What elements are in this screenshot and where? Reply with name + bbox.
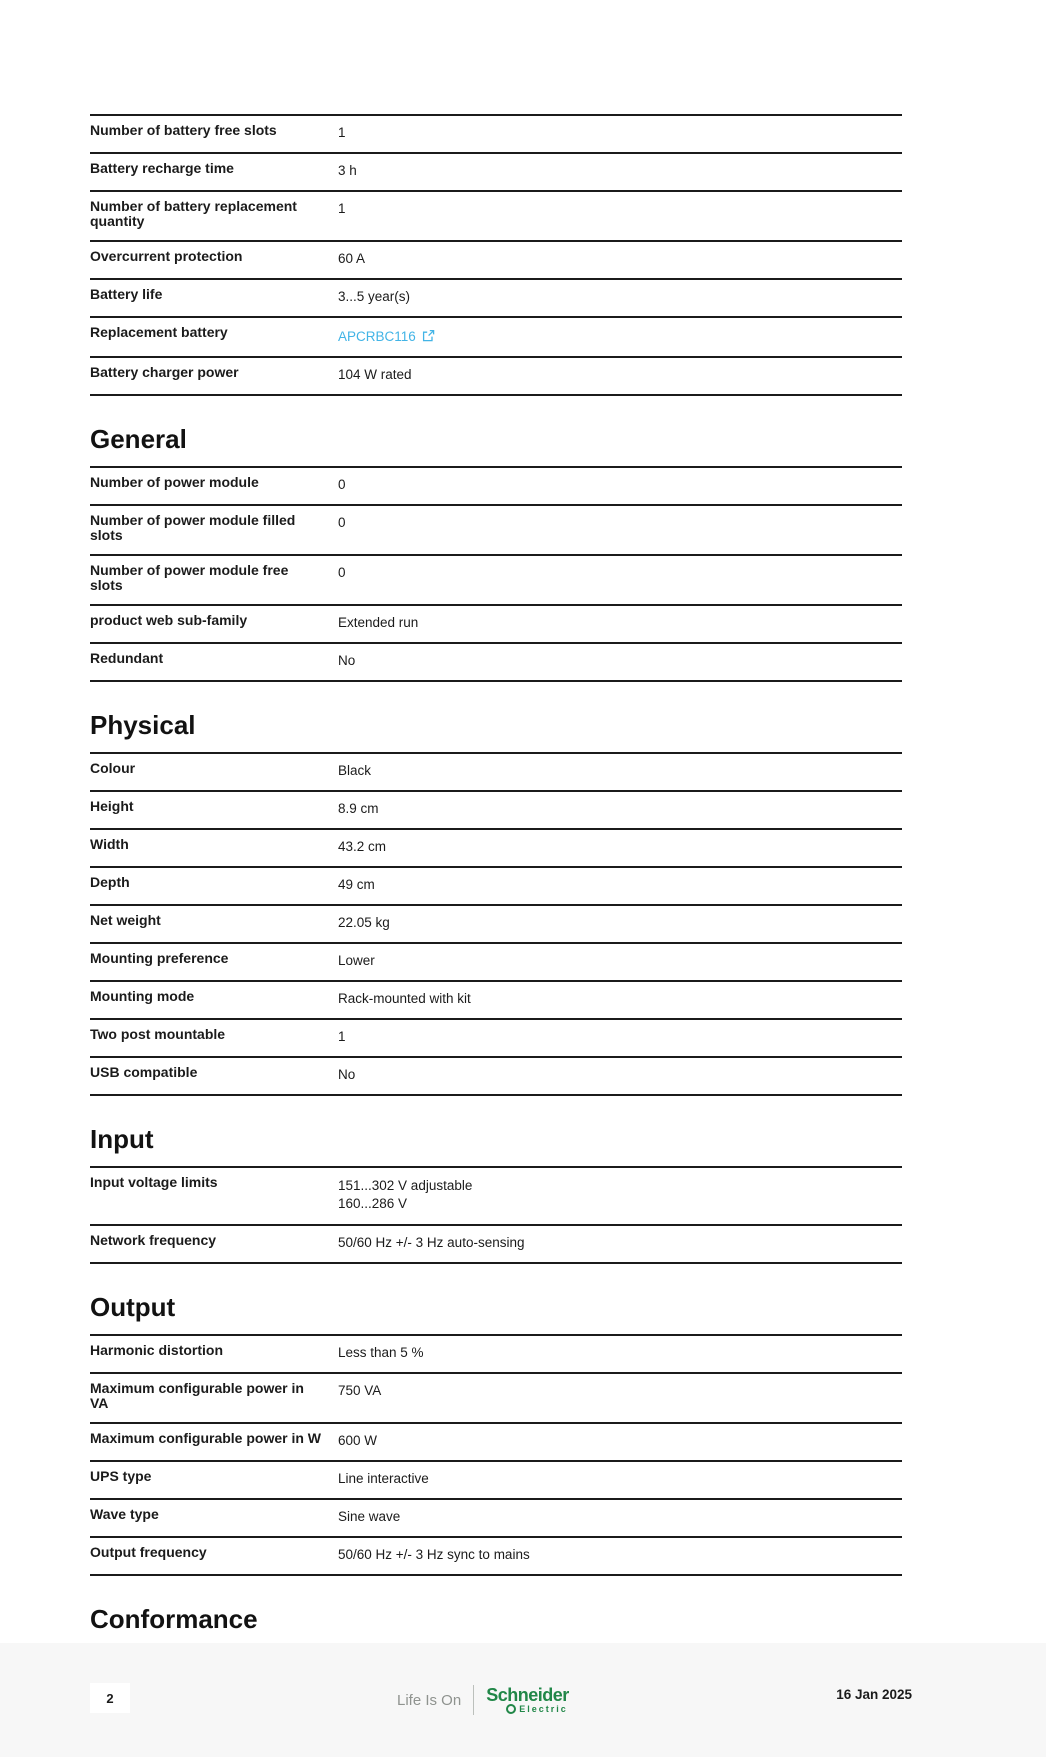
schneider-electric-logo xyxy=(486,1684,569,1714)
spec-value: No xyxy=(338,653,356,668)
section-heading: Output xyxy=(90,1292,176,1322)
electric-label: Electric xyxy=(519,1703,568,1714)
spec-label: UPS type xyxy=(90,1468,152,1484)
spec-section xyxy=(90,424,902,682)
life-is-on-tagline: Life Is On xyxy=(397,1691,462,1709)
spec-value: Lower xyxy=(338,953,375,968)
spec-value: Less than 5 % xyxy=(338,1345,424,1360)
spec-label: Number of battery replacement quantity xyxy=(90,198,297,229)
spec-row xyxy=(90,868,902,906)
spec-row xyxy=(90,792,902,830)
spec-row xyxy=(90,830,902,868)
spec-row xyxy=(90,944,902,982)
spec-row xyxy=(90,1462,902,1500)
spec-label: Net weight xyxy=(90,912,161,928)
spec-label: Depth xyxy=(90,874,130,890)
spec-value: Sine wave xyxy=(338,1509,401,1524)
spec-row xyxy=(90,1168,902,1226)
spec-label: Maximum configurable power in VA xyxy=(90,1380,304,1411)
spec-value: 1 xyxy=(338,125,346,140)
spec-section xyxy=(90,710,902,1096)
spec-row xyxy=(90,154,902,192)
spec-row xyxy=(90,468,902,506)
spec-row xyxy=(90,318,902,358)
spec-label: Replacement battery xyxy=(90,324,228,340)
spec-label: Network frequency xyxy=(90,1232,217,1248)
spec-row xyxy=(90,116,902,154)
spec-row xyxy=(90,1226,902,1264)
spec-section xyxy=(90,114,902,396)
spec-label: Redundant xyxy=(90,650,164,666)
spec-row xyxy=(90,754,902,792)
spec-row xyxy=(90,1058,902,1096)
spec-value: 1 xyxy=(338,1029,346,1044)
spec-value: 0 xyxy=(338,565,346,580)
spec-value: No xyxy=(338,1067,356,1082)
external-link-icon xyxy=(421,329,435,343)
spec-value: 22.05 kg xyxy=(338,915,390,930)
spec-label: Harmonic distortion xyxy=(90,1342,224,1358)
spec-label: USB compatible xyxy=(90,1064,198,1080)
spec-value: 3 h xyxy=(338,163,357,178)
spec-row xyxy=(90,1424,902,1462)
spec-label: Battery charger power xyxy=(90,364,239,380)
spec-label: Colour xyxy=(90,760,136,776)
spec-value: 750 VA xyxy=(338,1383,382,1398)
spec-label: product web sub-family xyxy=(90,612,248,628)
spec-row xyxy=(90,1500,902,1538)
spec-label: Number of battery free slots xyxy=(90,122,277,138)
spec-value: Line interactive xyxy=(338,1471,429,1486)
product-link-label: APCRBC116 xyxy=(338,329,416,344)
spec-label: Number of power module xyxy=(90,474,259,490)
spec-label: Overcurrent protection xyxy=(90,248,243,264)
schneider-wordmark: Schneider xyxy=(486,1684,569,1705)
electric-wordmark xyxy=(506,1704,569,1714)
spec-row xyxy=(90,644,902,682)
brand-logo xyxy=(397,1683,569,1717)
section-heading: Physical xyxy=(90,710,196,740)
spec-value: Extended run xyxy=(338,615,419,630)
spec-value: Black xyxy=(338,763,372,778)
spec-value: 8.9 cm xyxy=(338,801,379,816)
spec-row xyxy=(90,506,902,556)
spec-value xyxy=(338,1175,472,1213)
footer-date: 16 Jan 2025 xyxy=(836,1687,912,1702)
spec-label: Mounting mode xyxy=(90,988,195,1004)
spec-section xyxy=(90,1292,902,1576)
spec-value: 50/60 Hz +/- 3 Hz sync to mains xyxy=(338,1547,530,1562)
spec-value: 600 W xyxy=(338,1433,378,1448)
page-footer xyxy=(0,1643,1046,1757)
spec-row xyxy=(90,192,902,242)
product-link[interactable] xyxy=(338,327,435,345)
spec-label: Wave type xyxy=(90,1506,159,1522)
spec-row xyxy=(90,982,902,1020)
spec-table xyxy=(90,466,902,682)
spec-row xyxy=(90,280,902,318)
spec-value-line: 160...286 V xyxy=(338,1196,408,1211)
section-heading: Conformance xyxy=(90,1604,258,1634)
spec-row xyxy=(90,1374,902,1424)
spec-label: Two post mountable xyxy=(90,1026,226,1042)
spec-label: Number of power module filled slots xyxy=(90,512,296,543)
spec-section xyxy=(90,1124,902,1264)
spec-value: 43.2 cm xyxy=(338,839,387,854)
spec-table xyxy=(90,1166,902,1264)
spec-value-line: 151...302 V adjustable xyxy=(338,1178,473,1193)
spec-row xyxy=(90,1336,902,1374)
schneider-loop-icon xyxy=(506,1704,516,1714)
spec-value xyxy=(338,325,435,345)
spec-label: Battery recharge time xyxy=(90,160,234,176)
spec-label: Input voltage limits xyxy=(90,1174,218,1190)
spec-row xyxy=(90,906,902,944)
spec-label: Battery life xyxy=(90,286,163,302)
spec-label: Number of power module free slots xyxy=(90,562,289,593)
spec-content xyxy=(90,114,902,1646)
spec-value: 50/60 Hz +/- 3 Hz auto-sensing xyxy=(338,1235,525,1250)
spec-label: Output frequency xyxy=(90,1544,207,1560)
spec-row xyxy=(90,1020,902,1058)
spec-value: 0 xyxy=(338,515,346,530)
spec-value: 104 W rated xyxy=(338,367,412,382)
section-heading: Input xyxy=(90,1124,154,1154)
spec-row xyxy=(90,606,902,644)
spec-value: 0 xyxy=(338,477,346,492)
spec-value: Rack-mounted with kit xyxy=(338,991,471,1006)
spec-value: 3...5 year(s) xyxy=(338,289,411,304)
spec-row xyxy=(90,1538,902,1576)
spec-value: 49 cm xyxy=(338,877,375,892)
spec-table xyxy=(90,114,902,396)
spec-row xyxy=(90,358,902,396)
spec-label: Width xyxy=(90,836,129,852)
page-number: 2 xyxy=(90,1683,130,1713)
spec-value: 1 xyxy=(338,201,346,216)
spec-section xyxy=(90,1604,902,1634)
section-heading: General xyxy=(90,424,187,454)
spec-label: Mounting preference xyxy=(90,950,229,966)
spec-label: Height xyxy=(90,798,134,814)
spec-table xyxy=(90,752,902,1096)
spec-label: Maximum configurable power in W xyxy=(90,1430,322,1446)
spec-table xyxy=(90,1334,902,1576)
logo-separator xyxy=(473,1685,474,1715)
spec-row xyxy=(90,556,902,606)
spec-row xyxy=(90,242,902,280)
spec-value: 60 A xyxy=(338,251,366,266)
